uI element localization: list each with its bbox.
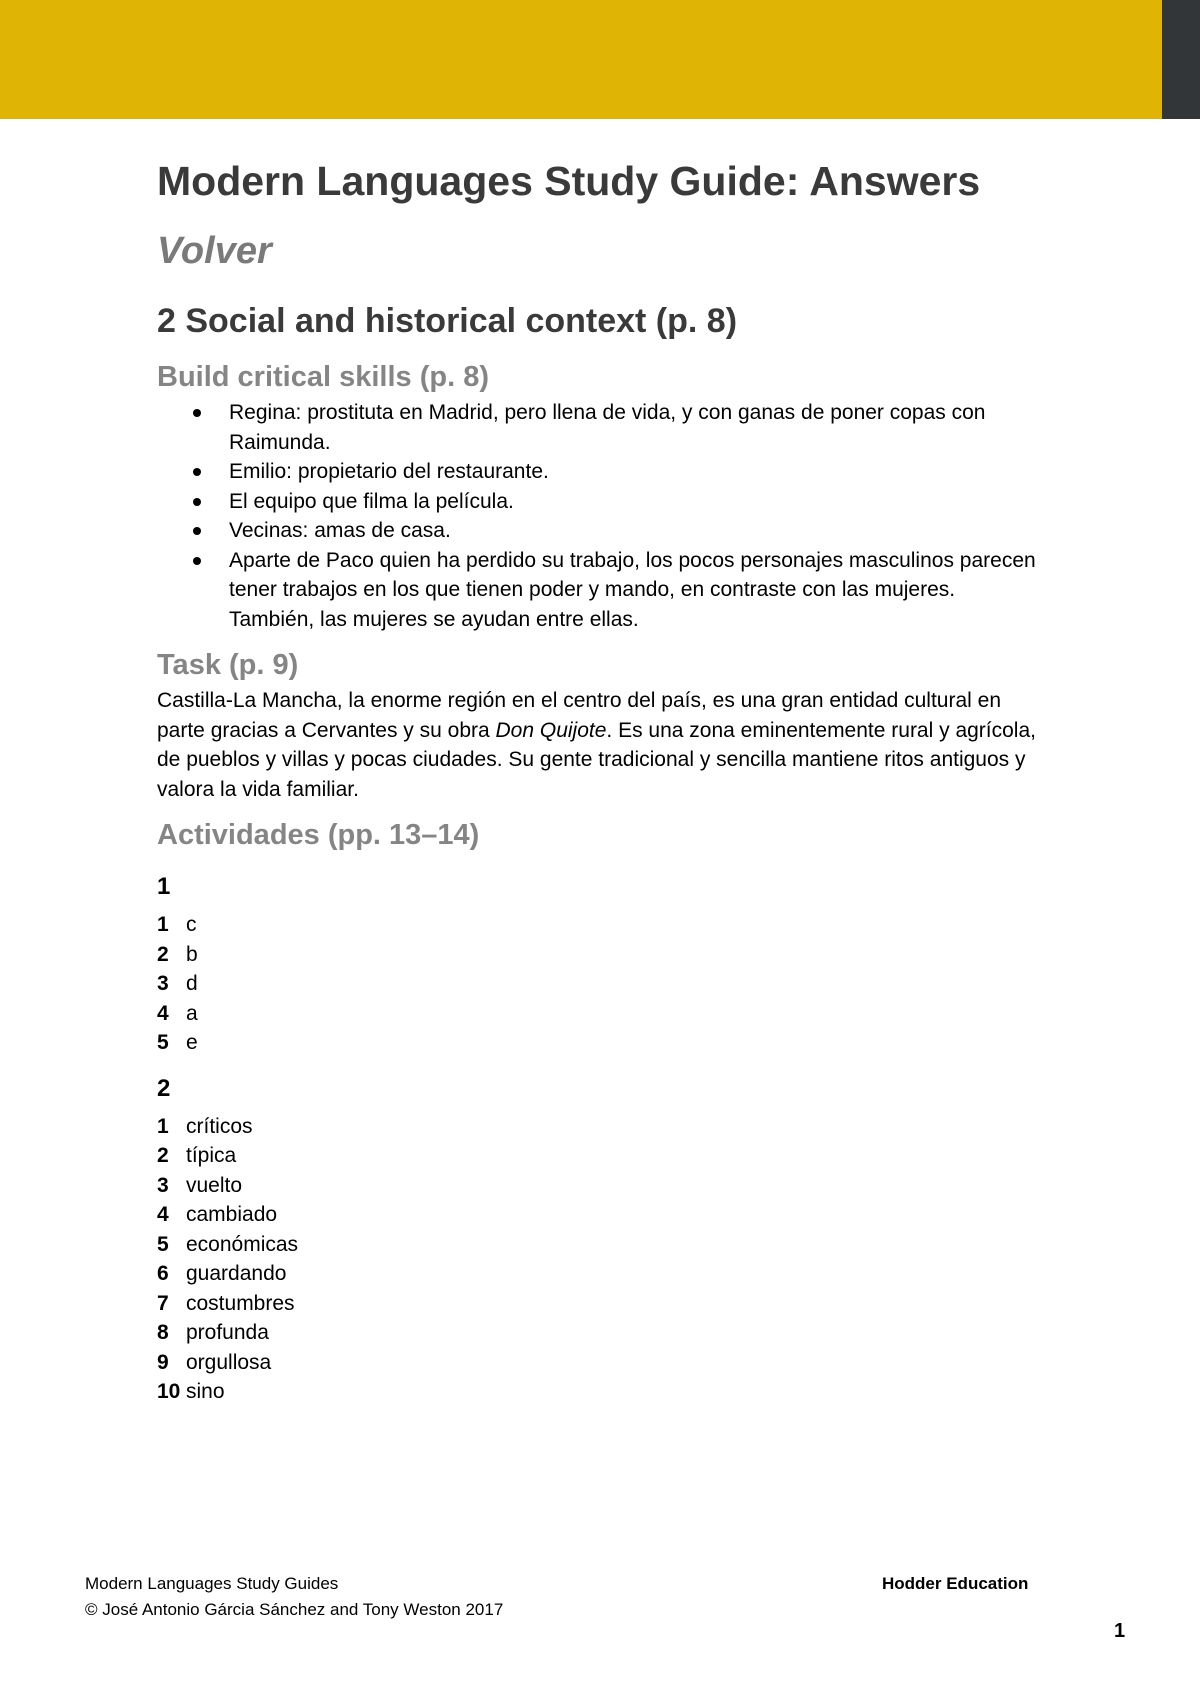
answer-item — [157, 1230, 1037, 1260]
answer-text: vuelto — [186, 1173, 243, 1197]
answer-item — [157, 999, 1037, 1029]
answer-item — [157, 1112, 1037, 1142]
answer-number: 1 — [157, 913, 169, 936]
answer-item — [157, 1377, 1037, 1407]
bullet-item: Vecinas: amas de casa. — [157, 516, 1037, 546]
page-number: 1 — [1114, 1620, 1126, 1642]
answer-text: b — [186, 942, 198, 966]
answer-text: profunda — [186, 1321, 269, 1344]
answer-text: c — [186, 913, 197, 936]
answer-number: 2 — [157, 1144, 169, 1167]
page-content — [157, 148, 1037, 1407]
answer-item — [157, 1289, 1037, 1319]
answer-item — [157, 1141, 1037, 1171]
answer-item — [157, 1171, 1037, 1201]
activity-1-answers — [157, 910, 1037, 1058]
answer-text: críticos — [186, 1114, 253, 1138]
footer-left — [85, 1571, 503, 1623]
answer-item — [157, 1259, 1037, 1289]
answer-number: 7 — [157, 1291, 169, 1315]
answer-number: 9 — [157, 1350, 169, 1374]
answer-item — [157, 910, 1037, 940]
task-heading: Task (p. 9) — [157, 649, 299, 681]
answer-number: 5 — [157, 1232, 169, 1256]
answer-number: 6 — [157, 1262, 169, 1285]
task-text-start: Castilla-La Mancha, la enorme región en el centro del país, es una gran entidad cultural en parte gracias a Cervantes y su obra — [157, 689, 1002, 742]
answer-number: 3 — [157, 1173, 169, 1197]
answer-text: costumbres — [186, 1291, 295, 1315]
answer-text: e — [186, 1031, 198, 1054]
build-critical-skills-heading: Build critical skills (p. 8) — [157, 361, 489, 393]
task-paragraph — [157, 686, 1037, 804]
activity-2-label: 2 — [157, 1074, 171, 1102]
answer-text: guardando — [186, 1262, 287, 1285]
answer-item — [157, 940, 1037, 970]
answer-text: orgullosa — [186, 1350, 272, 1374]
header-banner-dark-tab — [1162, 0, 1200, 119]
footer-series: Modern Languages Study Guides — [85, 1574, 339, 1593]
answer-number: 4 — [157, 1001, 169, 1025]
section-heading: 2 Social and historical context (p. 8) — [157, 302, 738, 340]
footer-publisher: Hodder Education — [882, 1574, 1029, 1593]
activities-heading: Actividades (pp. 13–14) — [157, 819, 480, 851]
header-banner — [0, 0, 1162, 119]
task-text-end: . Es una zona eminentemente rural y agrícola, de pueblos y villas y pocas ciudades. Su gente tradicional y sencilla mantiene ritos antiguos y valora la vida familiar. — [157, 718, 1036, 801]
activity-1-label: 1 — [157, 873, 171, 900]
answer-item — [157, 1318, 1037, 1348]
answer-text: d — [186, 972, 198, 995]
answer-item — [157, 1028, 1037, 1058]
task-text-title: Don Quijote — [495, 718, 607, 742]
activity-2-answers — [157, 1112, 1037, 1407]
answer-item — [157, 969, 1037, 999]
answer-number: 4 — [157, 1203, 169, 1226]
answer-number: 3 — [157, 972, 169, 995]
answer-text: a — [186, 1001, 198, 1025]
answer-number: 5 — [157, 1031, 169, 1054]
document-subtitle: Volver — [157, 230, 272, 272]
answer-number: 1 — [157, 1114, 169, 1138]
answer-text: cambiado — [186, 1203, 278, 1226]
answer-text: sino — [186, 1380, 225, 1403]
bullet-item: Aparte de Paco quien ha perdido su trabajo, los pocos personajes masculinos parecen tener trabajos en los que tienen poder y mando, en contraste con las mujeres. También, las mujeres se ayudan entre ellas. — [157, 546, 1037, 635]
answer-text: económicas — [186, 1232, 299, 1256]
document-title: Modern Languages Study Guide: Answers — [157, 158, 981, 204]
bullet-item: Emilio: propietario del restaurante. — [157, 457, 1037, 487]
answer-number: 2 — [157, 942, 169, 966]
footer-copyright: © José Antonio Gárcia Sánchez and Tony Weston 2017 — [85, 1600, 504, 1619]
bullet-item: El equipo que filma la película. — [157, 487, 1037, 517]
answer-item — [157, 1200, 1037, 1230]
answer-number: 10 — [157, 1380, 181, 1403]
bullet-item: Regina: prostituta en Madrid, pero llena de vida, y con ganas de poner copas con Raimunda. — [157, 398, 1037, 457]
answer-text: típica — [186, 1144, 237, 1167]
answer-number: 8 — [157, 1321, 169, 1344]
build-critical-skills-list — [157, 398, 1037, 634]
answer-item — [157, 1348, 1037, 1378]
